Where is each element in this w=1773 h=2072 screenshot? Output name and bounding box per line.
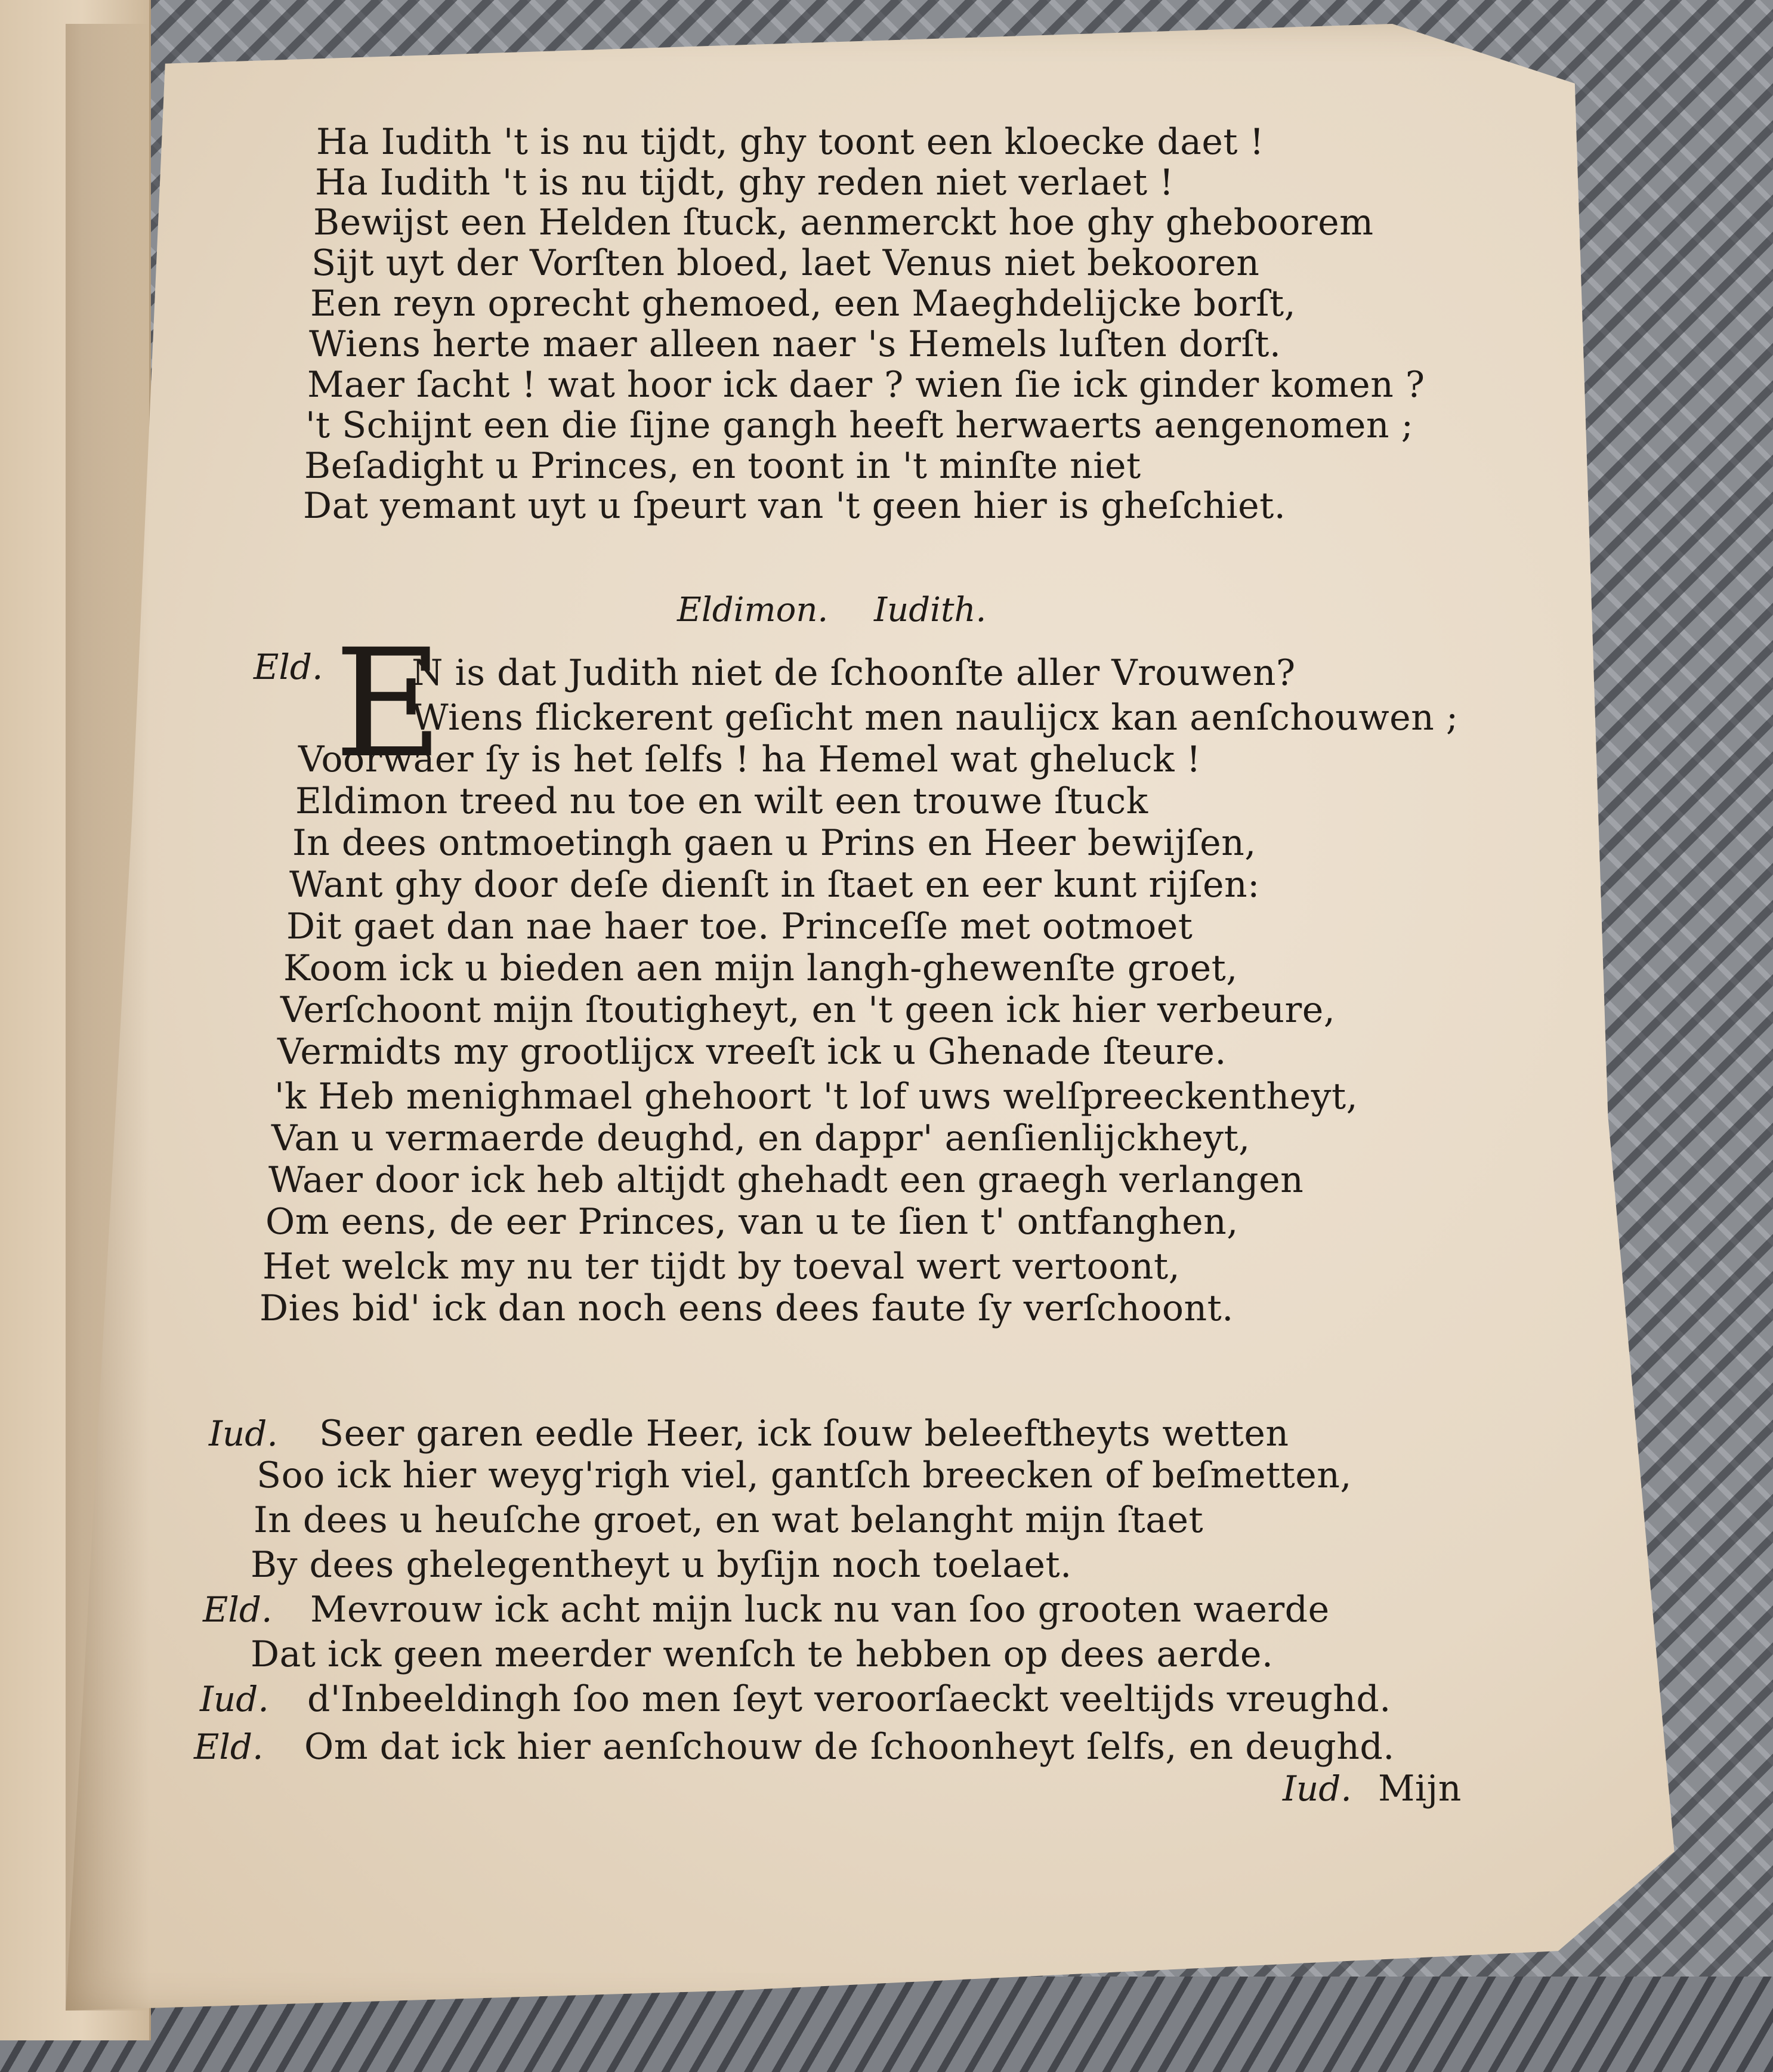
verse-line: Sijt uyt der Vorſten bloed, laet Venus niet bekooren [311,242,1260,284]
verse-line: Wiens herte maer alleen naer 's Hemels luſten dorſt. [309,323,1281,365]
verse-line: d'Inbeeldingh ſoo men ſeyt veroorſaeckt veeltijds vreughd. [307,1678,1391,1720]
verse-line: Waer door ick heb altijdt ghehadt een graegh verlangen [268,1159,1304,1201]
drop-cap: E [334,617,443,790]
verse-line: Dies bid' ick dan noch eens dees faute ſy verſchoont. [260,1287,1234,1329]
scene-heading-iudith: Iudith. [874,591,987,629]
verse-line: Vermidts my grootlijcx vreeſt ick u Ghenade ſteure. [277,1031,1227,1073]
speaker-label: Iud. [209,1413,278,1454]
verse-line: Want ghy door deſe dienſt in ſtaet en eer kunt rijſen: [289,864,1260,906]
verse-line: Soo ick hier weyg'righ viel, gantſch breecken of beſmetten, [257,1455,1352,1496]
verse-line: Ha Iudith 't is nu tijdt, ghy reden niet verlaet ! [315,162,1174,203]
verse-line: Om dat ick hier aenſchouw de ſchoonheyt ſelfs, en deughd. [304,1726,1395,1768]
verse-line: Ha Iudith 't is nu tijdt, ghy toont een kloecke daet ! [316,121,1265,163]
speaker-label: Iud. [200,1679,269,1719]
speaker-label: Eld. [194,1727,264,1767]
verse-line: In dees u heuſche groet, en wat belanght mijn ſtaet [254,1499,1204,1541]
verse-line: By dees ghelegentheyt u byſijn noch toelaet. [251,1544,1072,1586]
verse-line: N is dat Judith niet de ſchoonſte aller Vrouwen? [412,652,1296,694]
verse-line: 'k Heb menighmael ghehoort 't lof uws welſpreeckentheyt, [274,1076,1358,1117]
verse-line: Eldimon treed nu toe en wilt een trouwe ſtuck [295,780,1148,822]
verse-line: In dees ontmoetingh gaen u Prins en Heer bewijſen, [292,822,1256,864]
verse-line: Maer ſacht ! wat hoor ick daer ? wien ſie ick ginder komen ? [307,364,1425,406]
verse-line: Dit gaet dan nae haer toe. Princeſſe met ootmoet [286,906,1193,947]
verse-line: Van u vermaerde deughd, en dappr' aenſienlijckheyt, [271,1117,1250,1159]
verse-line: Koom ick u bieden aen mijn langh-ghewenſte groet, [283,947,1238,989]
verse-line: Wiens flickerent geſicht men naulijcx kan aenſchouwen ; [412,697,1459,739]
verse-line: Dat ick geen meerder wenſch te hebben op dees aerde. [251,1633,1274,1675]
verse-line: Mevrouw ick acht mijn luck nu van ſoo grooten waerde [310,1589,1330,1631]
speaker-label: Eld. [254,647,323,687]
scene-heading-eldimon: Eldimon. [677,591,829,629]
verse-line: Bewijst een Helden ſtuck, aenmerckt hoe ghy gheboorem [313,202,1374,243]
verse-line: Voorwaer ſy is het ſelfs ! ha Hemel wat gheluck ! [298,739,1201,780]
verse-line: Beſadight u Princes, en toont in 't minſte niet [304,445,1141,487]
verse-line: Seer garen eedle Heer, ick ſouw beleeftheyts wetten [319,1413,1289,1455]
catchword-speaker: Iud. [1283,1768,1352,1809]
verse-line: Het welck my nu ter tijdt by toeval wert vertoont, [262,1246,1181,1287]
speaker-label: Eld. [203,1589,273,1630]
verse-line: Om eens, de eer Princes, van u te ſien t' ontfanghen, [265,1201,1238,1243]
verse-line: Dat yemant uyt u ſpeurt van 't geen hier is gheſchiet. [303,485,1286,527]
verse-line: Een reyn oprecht ghemoed, een Maeghdelijcke borſt, [310,283,1296,325]
book-page [66,24,1724,2011]
catchword: Mijn [1378,1768,1462,1809]
verse-line: Verſchoont mijn ſtoutigheyt, en 't geen ick hier verbeure, [280,989,1336,1031]
verse-line: 't Schijnt een die ſijne gangh heeft herwaerts aengenomen ; [305,404,1414,446]
